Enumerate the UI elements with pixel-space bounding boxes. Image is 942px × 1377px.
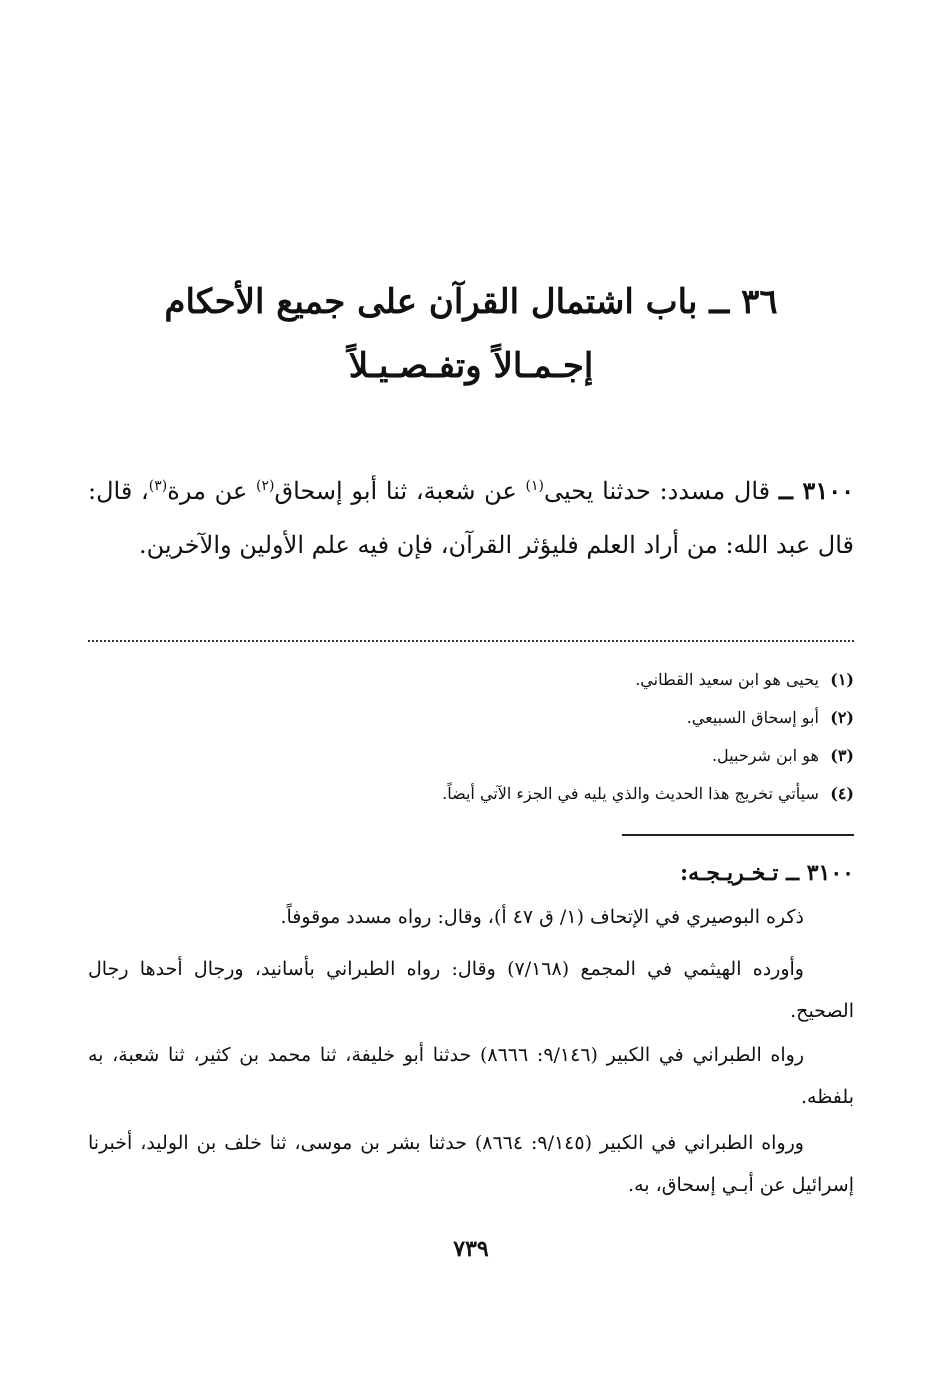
hadith-part4: ، قال: قال عبد الله: من أراد العلم فليؤثر القرآن، فإن فيه علم الأولين والآخرين. (88, 477, 854, 559)
footnote-number: (٢) (830, 708, 854, 727)
footnote-ref-1: (١) (525, 478, 544, 494)
chapter-title-line1: ٣٦ ــ باب اشتمال القرآن على جميع الأحكام (164, 282, 778, 322)
takhrij-heading: ٣١٠٠ ــ تـخـريـجـه: (680, 860, 854, 886)
footnote-ref-3: (٣) (148, 478, 168, 494)
footnote-text: هو ابن شرحبيل. (711, 746, 819, 765)
footnote-number: (٤) (830, 784, 854, 803)
footnote-1 (88, 668, 854, 692)
takhrij-paragraph-2: وأورده الهيثمي في المجمع (٧/١٦٨) وقال: رواه الطبراني بأسانيد، ورجال أحدها رجال الصحيح. (88, 958, 854, 1022)
footnote-number: (٣) (830, 746, 854, 765)
takhrij-paragraph-1: ذكره البوصيري في الإتحاف (١/ ق ٤٧ أ)، وقال: رواه مسدد موقوفاً. (280, 906, 804, 928)
footnote-ref-2: (٢) (256, 478, 275, 494)
hadith-number: ٣١٠٠ ــ (778, 476, 854, 505)
footnote-separator-dots (88, 640, 854, 644)
hadith-text (88, 464, 854, 572)
takhrij-paragraph-4: ورواه الطبراني في الكبير (٩/١٤٥: ٨٦٦٤) حدثنا بشر بن موسى، ثنا خلف بن الوليد، أخبرنا إسرائيل عن أبـي إسحاق، به. (88, 1132, 854, 1196)
chapter-title-line2: إجـمـالاً وتفـصـيـلاً (348, 346, 594, 386)
hadith-part1: قال مسدد: حدثنا يحيى (543, 477, 771, 505)
hadith-part2: عن شعبة، ثنا أبو إسحاق (274, 477, 526, 505)
footnote-4 (88, 782, 854, 806)
footnote-text: سيأتي تخريج هذا الحديث والذي يليه في الجزء الآتي أيضاً. (442, 784, 819, 803)
takhrij-paragraph-3: رواه الطبراني في الكبير (٩/١٤٦: ٨٦٦٦) حدثنا أبو خليفة، ثنا محمد بن كثير، ثنا شعبة، به بلفظه. (88, 1044, 854, 1108)
page-number: ٧٣٩ (453, 1236, 489, 1262)
footnote-3 (88, 744, 854, 768)
footnote-number: (١) (830, 670, 854, 689)
footnote-2 (88, 706, 854, 730)
footnote-text: أبو إسحاق السبيعي. (686, 708, 819, 727)
section-divider (622, 834, 854, 836)
hadith-part3: عن مرة (167, 477, 257, 505)
footnote-text: يحيى هو ابن سعيد القطاني. (635, 670, 819, 689)
